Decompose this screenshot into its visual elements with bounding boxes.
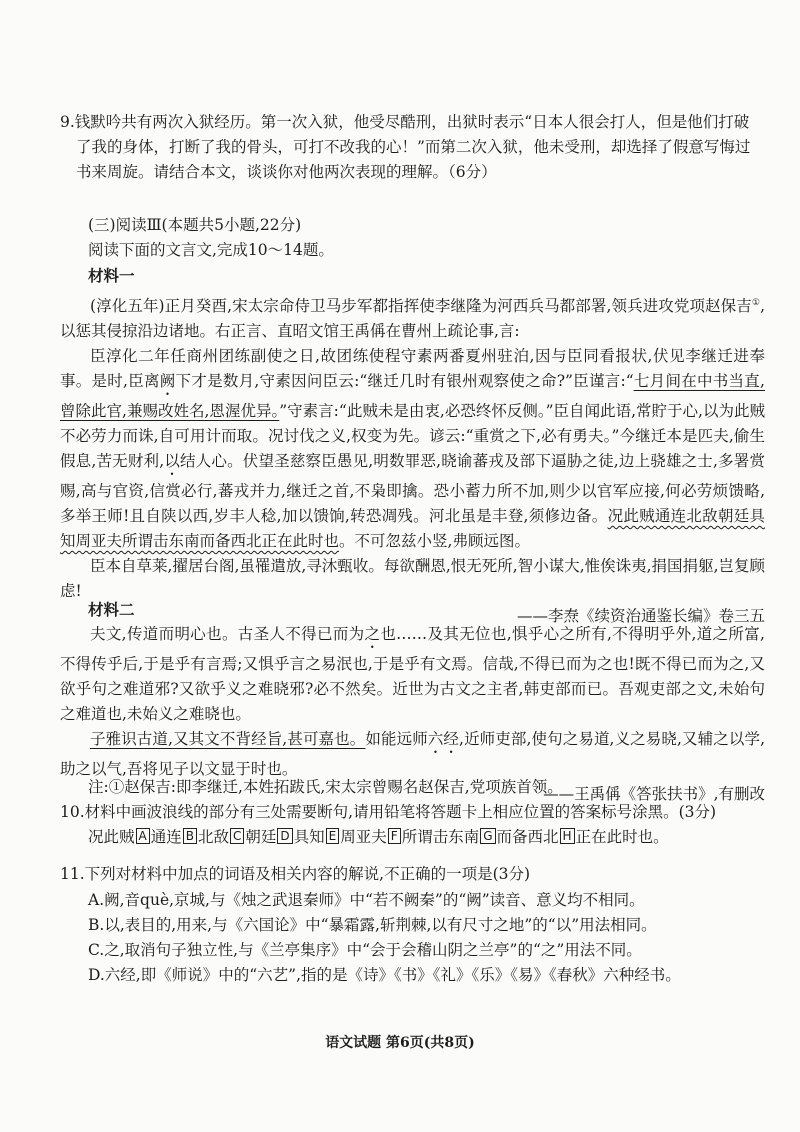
m2-p1-b: 也……及其无位也,惧乎心之所有,不得明乎外,道之所富,不得传乎后,于是乎有言焉;又惧乎言之易泯也,于是乎有文焉。信哉,不得已而为之也!既不得已而为之,又欲乎句之难道邪?又欲乎义之难晓邪?必不然矣。近世为古文之主者,韩吏部而已。吾观吏部之文,未始句之难道也,未始义之难晓也。 (60, 625, 765, 723)
question-10-text: 10.材料中画波浪线的部分有三处需要断句,请用铅笔将答题卡上相应位置的答案标号涂黑。(3分) (60, 803, 717, 821)
memorial-part-e: 。不可忽兹小竖,弗顾远图。 (339, 532, 530, 550)
page-footer: 语文试题 第6页(共8页) (325, 1035, 475, 1051)
option-c[interactable]: C.之,取消句子独立性,与《兰亭集序》中“会于会稽山阴之兰亭”的“之”用法不同。 (88, 941, 642, 959)
mark-box-b[interactable]: B (183, 828, 197, 844)
material-2-heading: 材料二 (88, 600, 135, 619)
material-2-source: ——王禹偁《答张扶书》,有删改 (543, 785, 765, 803)
question-10 (60, 800, 765, 850)
punctuation-line (60, 825, 765, 850)
material-1-intro-b: ,以惩其侵掠沿边诸地。右正言、直昭文馆王禹偁在曹州上疏论事,言: (60, 297, 765, 340)
dotted-word-liujing: 六经 (427, 730, 460, 748)
dotted-word-zhi: 之 (364, 625, 381, 643)
footnote: 注:①赵保吉:即李继迁,本姓拓跋氏,宋太宗曾赐名赵保吉,党项族首领。 (88, 778, 563, 796)
option-a[interactable]: A.阙,音què,京城,与《烛之武退秦师》中“若不阙秦”的“阙”读音、意义均不相同。 (88, 891, 645, 909)
segment: 况此贼 (88, 828, 135, 846)
mark-box-c[interactable]: C (230, 828, 244, 844)
question-9-text: 9.钱默吟共有两次入狱经历。第一次入狱，他受尽酷刑，出狱时表示“日本人很会打人，但是他们打破了我的身体，打断了我的骨头，可打不改我的心！”而第二次入狱，他未受刑，却选择了假意写悔过书来周旋。请结合本文，谈谈你对他两次表现的理解。（6分） (60, 113, 751, 181)
segment: 所谓击东南 (401, 828, 480, 846)
question-11-options (88, 888, 760, 988)
section-3-instruction: 阅读下面的文言文,完成10～14题。 (88, 241, 334, 259)
option-d[interactable]: D.六经,即《师说》中的“六艺”,指的是《诗》《书》《礼》《乐》《易》《春秋》六种经书。 (88, 966, 681, 984)
mark-box-d[interactable]: D (277, 828, 292, 844)
segment: 通连 (150, 828, 182, 846)
mark-box-f[interactable]: F (388, 828, 401, 844)
option-b[interactable]: B.以,表目的,用来,与《六国论》中“暴霜露,斩荆棘,以有尺寸之地”的“以”用法相同。 (88, 916, 657, 934)
material-1-intro-a: (淳化五年)正月癸酉,宋太宗命侍卫马步军都指挥使李继隆为河西兵马都部署,领兵进攻党项赵保吉 (90, 297, 752, 315)
dotted-word-yi: 以 (164, 452, 181, 470)
segment: 正在此时也。 (575, 828, 669, 846)
segment: 而备西北 (496, 828, 559, 846)
m2-p2-b: ,近师吏部,使句之易道,义之易晓,又辅之以学,助之以气,吾将见子以文显于时也。 (60, 730, 765, 778)
section-3-title: (三)阅读Ⅲ(本题共5小题,22分) (88, 216, 302, 234)
mark-box-g[interactable]: G (480, 828, 495, 844)
mark-box-e[interactable]: E (326, 828, 340, 844)
material-1-source: ——李焘《续资治通鉴长编》卷三五 (516, 607, 765, 625)
mark-box-h[interactable]: H (560, 828, 575, 844)
section-3-header (88, 213, 758, 288)
wavy-underlined-passage: 况此贼通连北敌朝廷具知周亚夫所谓击东南而备西北正在此时也 (60, 507, 765, 550)
material-1-heading: 材料一 (88, 266, 135, 285)
underlined-sentence-2: 子雅识古道,又其文不背经旨,甚可嘉也。 (90, 730, 366, 748)
segment: 周亚夫 (340, 828, 387, 846)
segment: 具知 (293, 828, 325, 846)
mark-box-a[interactable]: A (136, 828, 150, 844)
material-2-p2 (60, 727, 765, 782)
memorial-part-c: ”守素言:“此贼未是由衷,必恐终怀反侧。”臣自闻此语,常貯于心,以为此贼不必劳力而诛,自可用计而取。况讨伐之义,权变为先。谚云:“重赏之下,必有勇夫。”今继迁本是匹夫,偷生假息,苦无财利, (60, 402, 766, 470)
question-9 (60, 110, 760, 185)
dotted-word-que: 阙 (159, 372, 176, 390)
material-1-closing: 臣本自草莱,擢居台阁,虽罹遣放,寻沐甄收。每欲酬恩,恨无死所,智小谋大,惟俟诛夷,捐国捐躯,岂复顾虑! (60, 557, 765, 600)
segment: 北敌 (197, 828, 229, 846)
material-1-memorial (60, 344, 765, 554)
memorial-part-d: 结人心。伏望圣慈察臣愚见,明数罪恶,晓谕蕃戎及部下逼胁之徒,边上骁雄之士,多署赏赐,高与官资,信赏必行,蕃戎并力,继迁之首,不枭即擒。恐小蓄力所不加,则少以官军应接,何必劳烦馈略,多举王师!且自陕以西,岁丰人稔,加以馈饷,转恐凋残。河北虽是丰登,须修边备。 (60, 452, 765, 525)
footnote-marker: ① (751, 298, 761, 308)
question-11-text: 11.下列对材料中加点的词语及相关内容的解说,不正确的一项是(3分) (60, 865, 531, 883)
material-2-p1 (60, 622, 765, 727)
segment: 朝廷 (245, 828, 277, 846)
memorial-part-a: 臣淳化二年任商州团练副使之日,故团练使程守素两番夏州驻泊,因与臣同看报状,伏见李继迁进奉事。是时,臣离 (60, 347, 765, 390)
memorial-part-b: 下才是数月,守素因问臣云:“继迁几时有银州观察使之命?”臣谨言:“ (175, 372, 634, 390)
m2-p1-a: 夫文,传道而明心也。古圣人不得已而为 (90, 625, 365, 643)
material-1-intro (60, 291, 765, 344)
material-1 (60, 291, 765, 629)
m2-p2-a: 如能远师 (365, 730, 428, 748)
underlined-sentence-1: 七月间在中书当直,曾除此官,兼赐改姓名,恩渥优异。 (60, 372, 765, 420)
